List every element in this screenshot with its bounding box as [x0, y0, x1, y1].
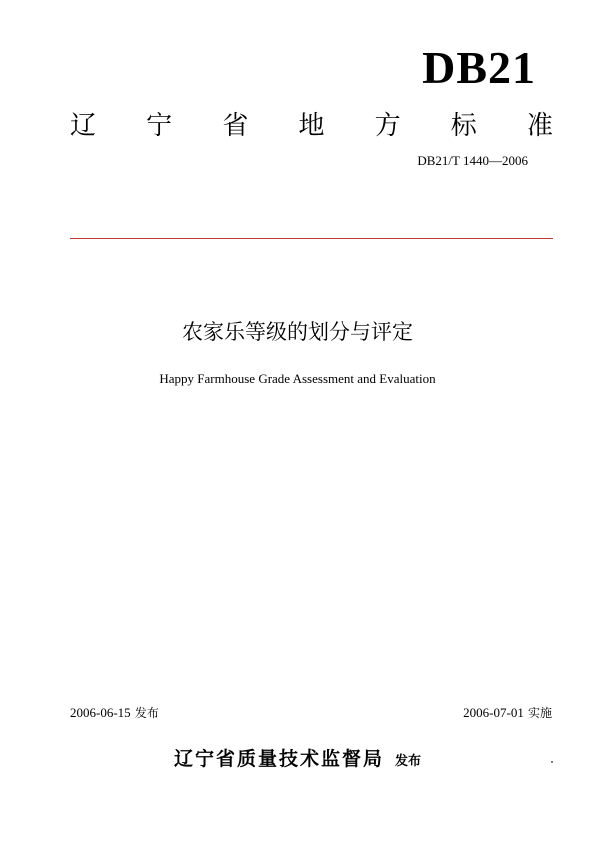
issue-date-label: 发布	[134, 706, 159, 720]
standard-number: DB21/T 1440—2006	[417, 153, 528, 168]
issue-date	[70, 704, 159, 723]
implementation-date-label: 实施	[527, 706, 552, 720]
scan-dot-mark	[551, 761, 553, 763]
implementation-date	[463, 704, 552, 723]
standard-type-char: 省	[222, 111, 249, 141]
document-title-english: Happy Farmhouse Grade Assessment and Evaluation	[159, 371, 436, 386]
standard-type-char: 准	[526, 111, 553, 141]
standard-code: DB21	[422, 42, 536, 93]
standard-type-char: 辽	[70, 111, 97, 141]
standard-type-heading	[70, 108, 553, 144]
standard-type-char: 标	[450, 111, 477, 141]
publisher-name: 辽宁省质量技术监督局	[173, 748, 384, 770]
publisher-line	[0, 746, 595, 775]
standard-type-char: 地	[298, 111, 325, 141]
publisher-label: 发布	[395, 754, 422, 769]
implementation-date-value: 2006-07-01	[463, 705, 524, 720]
header-divider	[70, 238, 553, 239]
standard-type-char: 宁	[146, 111, 173, 141]
issue-date-value: 2006-06-15	[70, 705, 131, 720]
document-title-chinese: 农家乐等级的划分与评定	[182, 320, 413, 344]
standard-type-char: 方	[374, 111, 401, 141]
